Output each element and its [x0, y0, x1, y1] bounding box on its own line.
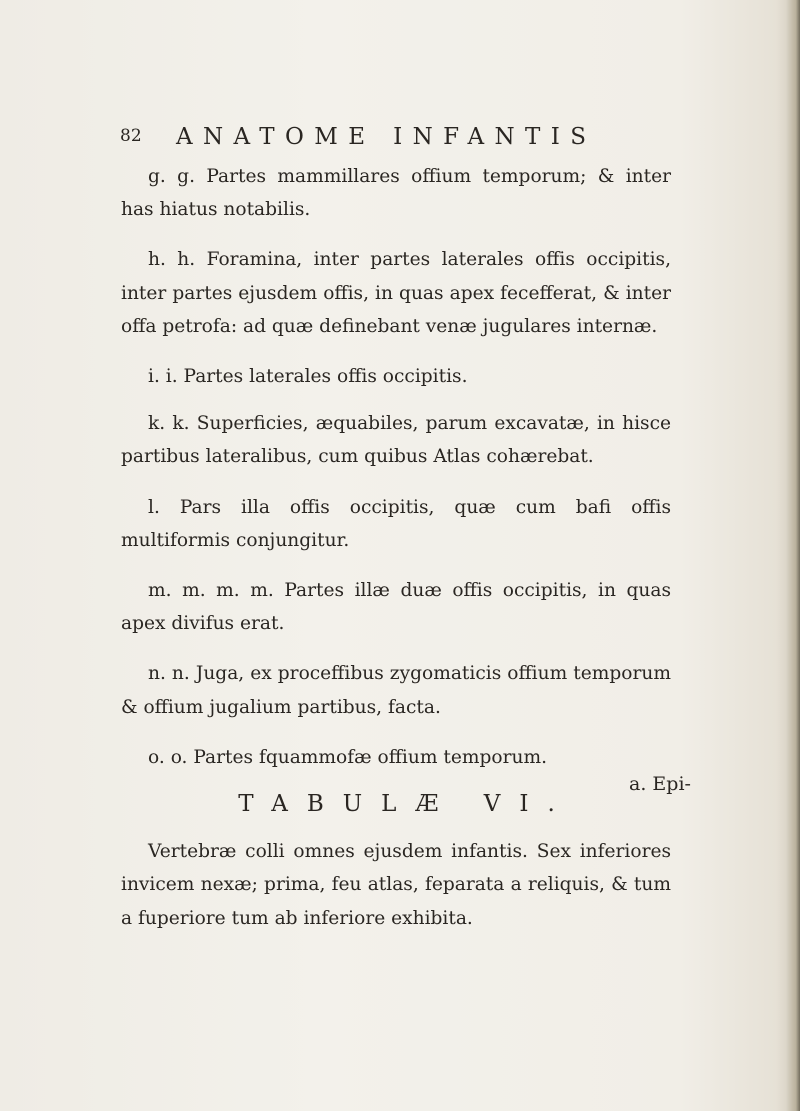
- legend-entry-g: g. g. Partes mammillares offium temporum; & inter has hiatus notabilis.: [121, 166, 671, 221]
- legend-entry-h: h. h. Foramina, inter partes laterales offis occipitis, inter partes ejusdem offis, in quas apex fecefferat, & inter offa petrofa: ad quæ definebant venæ jugulares internæ.: [121, 249, 671, 337]
- legend-entry-o: o. o. Partes fquammofæ offium temporum.: [148, 746, 548, 768]
- legend-entry-i: i. i. Partes laterales offis occipitis.: [148, 366, 468, 388]
- legend-entry-n: n. n. Juga, ex proceffibus zygomaticis offium temporum & offium jugalium partibus, facta.: [121, 663, 671, 718]
- page-header: [120, 124, 680, 160]
- legend-entry-l: l. Pars illa offis occipitis, quæ cum bafi offis multiformis conjungitur.: [121, 496, 671, 551]
- legend-entry-k: k. k. Superficies, æquabiles, parum excavatæ, in hisce partibus lateralibus, cum quibus Atlas cohærebat.: [121, 413, 671, 468]
- legend-entry-m: m. m. m. m. Partes illæ duæ offis occipitis, in quas apex divifus erat.: [121, 580, 671, 635]
- section-text: Vertebræ colli omnes ejusdem infantis. Sex inferiores invicem nexæ; prima, feu atlas, feparata a reliquis, & tum a fuperiore tum ab inferiore exhibita.: [121, 841, 671, 929]
- page-number: 82: [120, 126, 142, 146]
- running-head: ANATOME INFANTIS: [176, 124, 597, 150]
- body-text: [121, 160, 671, 952]
- catchword: a. Epi-: [629, 773, 691, 795]
- page-edge: [786, 0, 800, 1111]
- section-title: TABULÆ VI.: [238, 791, 574, 818]
